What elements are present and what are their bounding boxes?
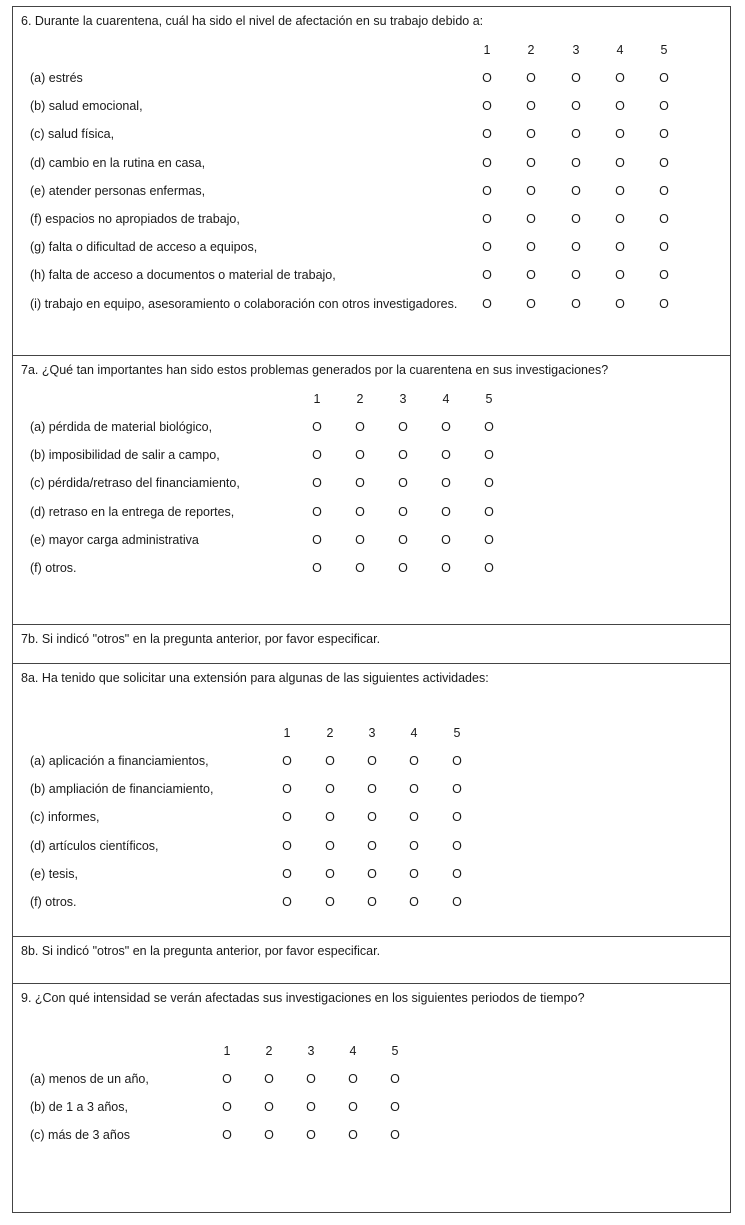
radio-option-1[interactable]: O — [282, 867, 292, 881]
radio-option-4[interactable]: O — [615, 212, 625, 226]
question-6 — [13, 7, 730, 356]
question-7b-title: 7b. Si indicó "otros" en la pregunta anterior, por favor especificar. — [21, 632, 381, 646]
radio-option-2[interactable]: O — [355, 561, 365, 575]
radio-option-2[interactable]: O — [526, 156, 536, 170]
survey-form — [12, 6, 731, 1213]
radio-option-1[interactable]: O — [312, 505, 322, 519]
radio-option-2[interactable]: O — [264, 1072, 274, 1086]
radio-option-4[interactable]: O — [615, 71, 625, 85]
radio-option-1[interactable]: O — [482, 268, 492, 282]
radio-option-3[interactable]: O — [367, 810, 377, 824]
radio-option-2[interactable]: O — [526, 212, 536, 226]
radio-option-4[interactable]: O — [441, 533, 451, 547]
item-label: (h) falta de acceso a documentos o material de trabajo, — [30, 268, 336, 282]
radio-option-4[interactable]: O — [441, 420, 451, 434]
item-label: (c) pérdida/retraso del financiamiento, — [30, 476, 240, 490]
radio-option-3[interactable]: O — [571, 297, 581, 311]
scale-header-3: 3 — [399, 392, 407, 406]
radio-option-2[interactable]: O — [325, 895, 335, 909]
item-label: (f) otros. — [30, 561, 77, 575]
item-label: (e) atender personas enfermas, — [30, 184, 206, 198]
radio-option-3[interactable]: O — [398, 420, 408, 434]
radio-option-5[interactable]: O — [390, 1072, 400, 1086]
radio-option-4[interactable]: O — [409, 867, 419, 881]
radio-option-3[interactable]: O — [571, 212, 581, 226]
radio-option-3[interactable]: O — [571, 71, 581, 85]
radio-option-2[interactable]: O — [264, 1128, 274, 1142]
radio-option-3[interactable]: O — [398, 476, 408, 490]
radio-option-3[interactable]: O — [367, 867, 377, 881]
radio-option-3[interactable]: O — [571, 156, 581, 170]
question-9 — [13, 984, 730, 1214]
radio-option-3[interactable]: O — [367, 839, 377, 853]
item-label: (i) trabajo en equipo, asesoramiento o colaboración con otros investigadores. — [30, 297, 458, 311]
item-label: (a) menos de un año, — [30, 1072, 149, 1086]
scale-header-1: 1 — [223, 1044, 231, 1058]
item-label: (e) tesis, — [30, 867, 78, 881]
radio-option-1[interactable]: O — [282, 810, 292, 824]
radio-option-3[interactable]: O — [571, 99, 581, 113]
radio-option-4[interactable]: O — [409, 839, 419, 853]
scale-header-3: 3 — [368, 726, 376, 740]
radio-option-5[interactable]: O — [659, 297, 669, 311]
scale-header-1: 1 — [313, 392, 321, 406]
radio-option-2[interactable]: O — [526, 268, 536, 282]
item-label: (d) retraso en la entrega de reportes, — [30, 505, 235, 519]
radio-option-4[interactable]: O — [615, 184, 625, 198]
radio-option-3[interactable]: O — [306, 1100, 316, 1114]
radio-option-4[interactable]: O — [409, 782, 419, 796]
question-8b — [13, 937, 730, 984]
radio-option-3[interactable]: O — [571, 240, 581, 254]
radio-option-4[interactable]: O — [348, 1100, 358, 1114]
radio-option-2[interactable]: O — [325, 839, 335, 853]
radio-option-1[interactable]: O — [482, 184, 492, 198]
radio-option-4[interactable]: O — [441, 448, 451, 462]
radio-option-1[interactable]: O — [482, 156, 492, 170]
radio-option-5[interactable]: O — [659, 240, 669, 254]
radio-option-2[interactable]: O — [264, 1100, 274, 1114]
scale-header-1: 1 — [483, 43, 491, 57]
scale-header-4: 4 — [616, 43, 624, 57]
radio-option-4[interactable]: O — [615, 240, 625, 254]
radio-option-5[interactable]: O — [484, 476, 494, 490]
question-9-title: 9. ¿Con qué intensidad se verán afectadas sus investigaciones en los siguientes periodos de tiempo? — [21, 991, 585, 1005]
item-label: (c) más de 3 años — [30, 1128, 131, 1142]
radio-option-5[interactable]: O — [484, 505, 494, 519]
radio-option-2[interactable]: O — [526, 99, 536, 113]
radio-option-4[interactable]: O — [441, 561, 451, 575]
scale-header-3: 3 — [307, 1044, 315, 1058]
radio-option-5[interactable]: O — [484, 420, 494, 434]
question-7a — [13, 356, 730, 625]
radio-option-5[interactable]: O — [659, 184, 669, 198]
radio-option-1[interactable]: O — [482, 71, 492, 85]
question-7a-title: 7a. ¿Qué tan importantes han sido estos problemas generados por la cuarentena en sus investigaciones? — [21, 363, 609, 377]
radio-option-1[interactable]: O — [312, 420, 322, 434]
radio-option-5[interactable]: O — [659, 156, 669, 170]
radio-option-5[interactable]: O — [484, 448, 494, 462]
radio-option-2[interactable]: O — [355, 533, 365, 547]
radio-option-2[interactable]: O — [355, 420, 365, 434]
item-label: (c) informes, — [30, 810, 100, 824]
scale-header-1: 1 — [283, 726, 291, 740]
scale-header-4: 4 — [442, 392, 450, 406]
radio-option-1[interactable]: O — [482, 240, 492, 254]
radio-option-5[interactable]: O — [659, 212, 669, 226]
item-label: (b) imposibilidad de salir a campo, — [30, 448, 220, 462]
radio-option-5[interactable]: O — [390, 1128, 400, 1142]
scale-header-5: 5 — [660, 43, 668, 57]
radio-option-4[interactable]: O — [615, 156, 625, 170]
radio-option-1[interactable]: O — [482, 127, 492, 141]
radio-option-4[interactable]: O — [409, 810, 419, 824]
radio-option-1[interactable]: O — [312, 476, 322, 490]
scale-header-4: 4 — [410, 726, 418, 740]
radio-option-4[interactable]: O — [441, 476, 451, 490]
radio-option-2[interactable]: O — [355, 505, 365, 519]
item-label: (b) salud emocional, — [30, 99, 143, 113]
radio-option-4[interactable]: O — [615, 268, 625, 282]
item-label: (g) falta o dificultad de acceso a equipos, — [30, 240, 258, 254]
radio-option-1[interactable]: O — [282, 839, 292, 853]
radio-option-4[interactable]: O — [348, 1128, 358, 1142]
question-8a — [13, 664, 730, 937]
radio-option-2[interactable]: O — [325, 867, 335, 881]
radio-option-5[interactable]: O — [659, 268, 669, 282]
radio-option-5[interactable]: O — [452, 839, 462, 853]
radio-option-1[interactable]: O — [282, 754, 292, 768]
item-label: (c) salud física, — [30, 127, 115, 141]
scale-header-4: 4 — [349, 1044, 357, 1058]
radio-option-5[interactable]: O — [452, 754, 462, 768]
radio-option-2[interactable]: O — [526, 297, 536, 311]
radio-option-2[interactable]: O — [526, 71, 536, 85]
item-label: (b) ampliación de financiamiento, — [30, 782, 214, 796]
radio-option-4[interactable]: O — [409, 754, 419, 768]
radio-option-2[interactable]: O — [526, 184, 536, 198]
radio-option-3[interactable]: O — [571, 184, 581, 198]
radio-option-1[interactable]: O — [222, 1072, 232, 1086]
item-label: (f) otros. — [30, 895, 77, 909]
radio-option-4[interactable]: O — [615, 127, 625, 141]
radio-option-2[interactable]: O — [355, 448, 365, 462]
radio-option-1[interactable]: O — [482, 99, 492, 113]
item-label: (a) estrés — [30, 71, 83, 85]
radio-option-1[interactable]: O — [482, 212, 492, 226]
radio-option-3[interactable]: O — [571, 127, 581, 141]
scale-header-2: 2 — [356, 392, 364, 406]
scale-header-2: 2 — [326, 726, 334, 740]
question-6-title: 6. Durante la cuarentena, cuál ha sido el nivel de afectación en su trabajo debido a: — [21, 14, 484, 28]
radio-option-3[interactable]: O — [367, 782, 377, 796]
radio-option-4[interactable]: O — [409, 895, 419, 909]
scale-header-5: 5 — [453, 726, 461, 740]
item-label: (f) espacios no apropiados de trabajo, — [30, 212, 240, 226]
radio-option-4[interactable]: O — [615, 99, 625, 113]
radio-option-3[interactable]: O — [398, 561, 408, 575]
radio-option-1[interactable]: O — [222, 1100, 232, 1114]
item-label: (a) pérdida de material biológico, — [30, 420, 213, 434]
radio-option-1[interactable]: O — [312, 561, 322, 575]
item-label: (d) artículos científicos, — [30, 839, 159, 853]
radio-option-5[interactable]: O — [659, 127, 669, 141]
radio-option-1[interactable]: O — [312, 533, 322, 547]
radio-option-2[interactable]: O — [325, 782, 335, 796]
radio-option-5[interactable]: O — [484, 533, 494, 547]
radio-option-2[interactable]: O — [355, 476, 365, 490]
item-label: (e) mayor carga administrativa — [30, 533, 199, 547]
question-8b-title: 8b. Si indicó "otros" en la pregunta anterior, por favor especificar. — [21, 944, 381, 958]
radio-option-5[interactable]: O — [659, 99, 669, 113]
scale-header-2: 2 — [527, 43, 535, 57]
radio-option-3[interactable]: O — [571, 268, 581, 282]
radio-option-2[interactable]: O — [526, 240, 536, 254]
radio-option-3[interactable]: O — [398, 448, 408, 462]
radio-option-1[interactable]: O — [282, 895, 292, 909]
radio-option-2[interactable]: O — [526, 127, 536, 141]
scale-header-5: 5 — [485, 392, 493, 406]
radio-option-3[interactable]: O — [367, 754, 377, 768]
radio-option-4[interactable]: O — [441, 505, 451, 519]
item-label: (b) de 1 a 3 años, — [30, 1100, 128, 1114]
radio-option-5[interactable]: O — [452, 782, 462, 796]
radio-option-3[interactable]: O — [306, 1072, 316, 1086]
radio-option-1[interactable]: O — [282, 782, 292, 796]
radio-option-3[interactable]: O — [398, 533, 408, 547]
question-8a-title: 8a. Ha tenido que solicitar una extensión para algunas de las siguientes actividades: — [21, 671, 489, 685]
scale-header-3: 3 — [572, 43, 580, 57]
radio-option-5[interactable]: O — [484, 561, 494, 575]
radio-option-5[interactable]: O — [390, 1100, 400, 1114]
item-label: (a) aplicación a financiamientos, — [30, 754, 209, 768]
radio-option-4[interactable]: O — [348, 1072, 358, 1086]
radio-option-5[interactable]: O — [452, 810, 462, 824]
question-7b — [13, 625, 730, 664]
radio-option-2[interactable]: O — [325, 754, 335, 768]
scale-header-2: 2 — [265, 1044, 273, 1058]
radio-option-5[interactable]: O — [452, 867, 462, 881]
radio-option-1[interactable]: O — [482, 297, 492, 311]
radio-option-3[interactable]: O — [367, 895, 377, 909]
radio-option-1[interactable]: O — [222, 1128, 232, 1142]
radio-option-3[interactable]: O — [306, 1128, 316, 1142]
radio-option-1[interactable]: O — [312, 448, 322, 462]
radio-option-5[interactable]: O — [659, 71, 669, 85]
radio-option-3[interactable]: O — [398, 505, 408, 519]
item-label: (d) cambio en la rutina en casa, — [30, 156, 206, 170]
radio-option-2[interactable]: O — [325, 810, 335, 824]
radio-option-4[interactable]: O — [615, 297, 625, 311]
scale-header-5: 5 — [391, 1044, 399, 1058]
radio-option-5[interactable]: O — [452, 895, 462, 909]
